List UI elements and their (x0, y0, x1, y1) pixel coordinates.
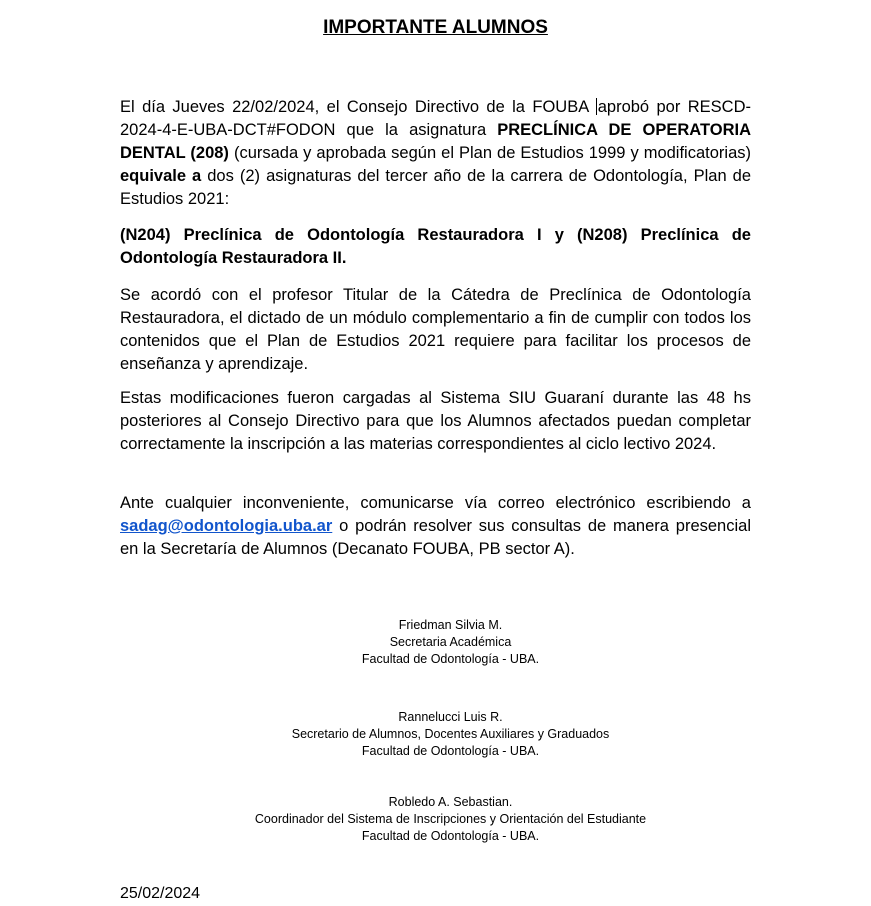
paragraph-contact (120, 492, 751, 561)
equivalence-label: equivale a (120, 167, 202, 185)
signature-block (0, 617, 871, 668)
paragraph-text: (cursada y aprobada según el Plan de Estudios 1999 y modificatorias) (228, 144, 751, 162)
signatory-role: Secretario de Alumnos, Docentes Auxiliares y Graduados (291, 727, 610, 741)
email-link[interactable]: sadag@odontologia.uba.ar (120, 517, 333, 535)
subject-name: PRECLÍNICA DE OPERATORIA DENTAL (208) (120, 121, 751, 162)
signatory-org: Facultad de Odontología - UBA. (361, 744, 540, 758)
signatory-role: Secretaria Académica (389, 635, 512, 649)
signatory-name: Rannelucci Luis R. (398, 710, 503, 724)
paragraph-subjects: (N204) Preclínica de Odontología Restauradora I y (N208) Preclínica de Odontología Restauradora II. (120, 226, 751, 267)
document-date: 25/02/2024 (120, 885, 201, 902)
text-cursor (596, 98, 597, 115)
signatory-org: Facultad de Odontología - UBA. (361, 652, 540, 666)
page-title: IMPORTANTE ALUMNOS (323, 17, 548, 38)
signature-block (0, 794, 871, 845)
signature-block (0, 709, 871, 760)
paragraph-text: dos (2) asignaturas del tercer año de la carrera de Odontología, Plan de Estudios 2021: (120, 167, 751, 208)
paragraph-text: o podrán resolver sus consultas de manera presencial en la Secretaría de Alumnos (Decanato FOUBA, PB sector A). (120, 517, 751, 558)
paragraph-text: Ante cualquier inconveniente, comunicarse vía correo electrónico escribiendo a (120, 494, 751, 512)
paragraph-text: El día Jueves 22/02/2024, el Consejo Directivo de la FOUBA (120, 98, 596, 116)
paragraph-siu: Estas modificaciones fueron cargadas al Sistema SIU Guaraní durante las 48 hs posteriores al Consejo Directivo para que los Alumnos afectados puedan completar correctamente la inscripción a las materias correspondientes al ciclo lectivo 2024. (120, 389, 751, 453)
signatory-name: Friedman Silvia M. (398, 618, 503, 632)
signatory-role: Coordinador del Sistema de Inscripciones y Orientación del Estudiante (254, 812, 647, 826)
paragraph-text: aprobó por RESCD-2024-4-E-UBA-DCT#FODON que la asignatura (120, 98, 751, 139)
signatory-org: Facultad de Odontología - UBA. (361, 829, 540, 843)
paragraph-resolution (120, 96, 751, 211)
paragraph-module: Se acordó con el profesor Titular de la Cátedra de Preclínica de Odontología Restauradora, el dictado de un módulo complementario a fin de cumplir con todos los contenidos que el Plan de Estudios 2021 requiere para facilitar los procesos de enseñanza y aprendizaje. (120, 286, 751, 373)
signatory-name: Robledo A. Sebastian. (388, 795, 513, 809)
